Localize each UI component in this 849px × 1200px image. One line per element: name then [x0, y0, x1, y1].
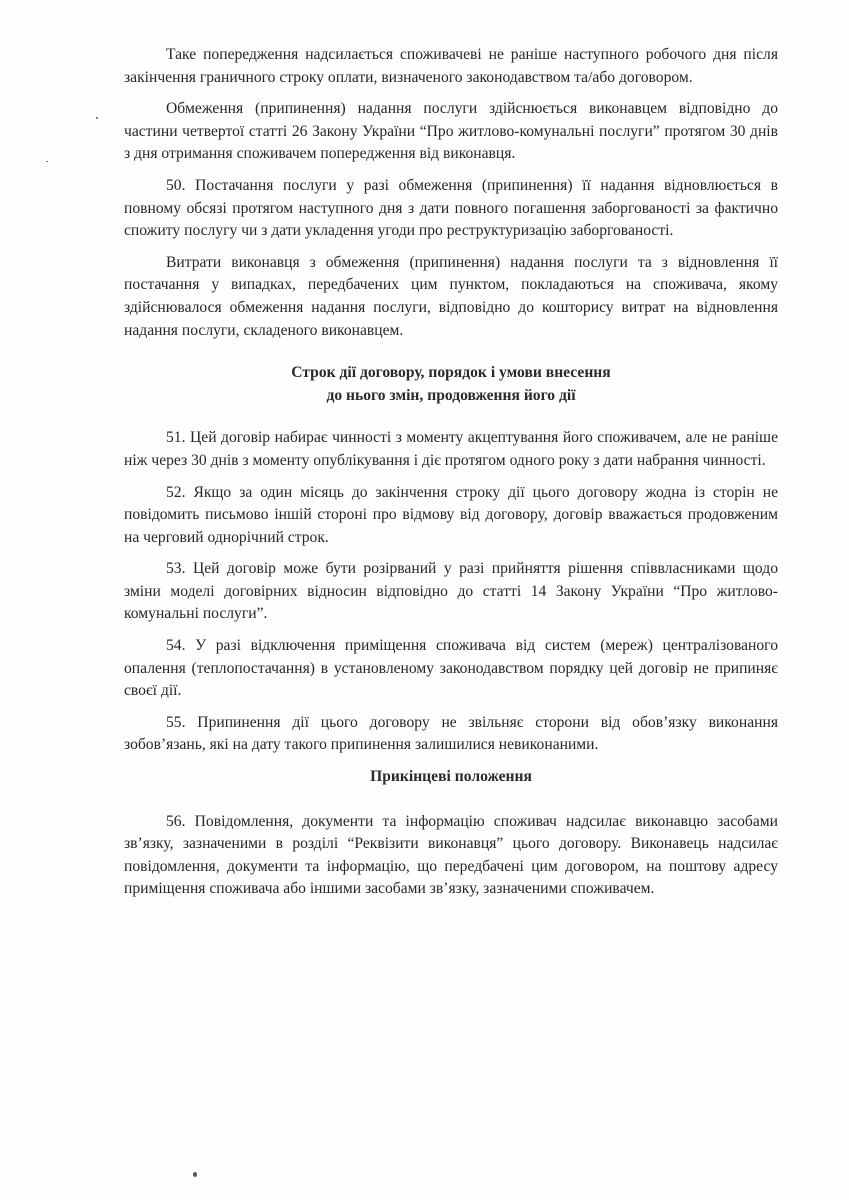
section-heading-line-1: Строк дії договору, порядок і умови внесення	[291, 364, 611, 382]
paragraph-54-disconnection: 54. У разі відключення приміщення споживача від систем (мереж) централізованого опалення (теплопостачання) в установленому законодавством порядку цей договір не припиняє своєї дії.	[124, 637, 778, 700]
scan-speck	[193, 1172, 197, 1177]
section-heading-contract-term	[124, 362, 778, 407]
paragraph-restriction-procedure: Обмеження (припинення) надання послуги здійснюється виконавцем відповідно до частини четвертої статті 26 Закону України “Про житлово-комунальні послуги” протягом 30 днів з дня отримання споживачем попередження від виконавця.	[124, 100, 778, 163]
section-heading-line-2: до нього змін, продовження його дії	[326, 386, 576, 404]
section-heading-final-provisions	[124, 766, 778, 789]
document-body	[124, 44, 778, 910]
paragraph-53-termination: 53. Цей договір може бути розірваний у разі прийняття рішення співвласниками щодо зміни моделі договірних відносин відповідно до статті 14 Закону України “Про житлово-комунальні послуги”.	[124, 560, 778, 623]
paragraph-warning-timing: Таке попередження надсилається споживачеві не раніше наступного робочого дня після закінчення граничного строку оплати, визначеного законодавством та/або договором.	[124, 46, 778, 86]
scan-speck	[96, 117, 98, 119]
paragraph-51-entry-into-force: 51. Цей договір набирає чинності з моменту акцептування його споживачем, але не раніше ніж через 30 днів з моменту опублікування і діє протягом одного року з дати набрання чинності.	[124, 429, 778, 469]
paragraph-restoration-costs: Витрати виконавця з обмеження (припинення) надання послуги та з відновлення її постачання у випадках, передбачених цим пунктом, покладаються на споживача, якому здійснювалося обмеження надання послуги, відповідно до кошторису витрат на відновлення надання послуги, складеного виконавцем.	[124, 253, 778, 339]
paragraph-55-obligations: 55. Припинення дії цього договору не звільняє сторони від обов’язку виконання зобов’язань, які на дату такого припинення залишилися невиконаними.	[124, 713, 778, 754]
paragraph-50-service-restoration: 50. Постачання послуги у разі обмеження (припинення) її надання відновлюється в повному обсязі протягом наступного дня з дати повного погашення заборгованості за фактично спожиту послугу чи з дати укладення угоди про реструктуризацію заборгованості.	[124, 176, 778, 240]
paragraph-52-extension: 52. Якщо за один місяць до закінчення строку дії цього договору жодна із сторін не повідомить письмово іншій стороні про відмову від договору, договір вважається продовженим на черговий однорічний строк.	[124, 483, 778, 546]
section-heading-final: Прикінцеві положення	[370, 768, 532, 786]
paragraph-56-notifications: 56. Повідомлення, документи та інформацію споживач надсилає виконавцю засобами зв’язку, зазначеними в розділі “Реквізити виконавця” цього договору. Виконавець надсилає повідомлення, документи та інформацію, що передбачені цим договором, на поштову адресу приміщення споживача або іншими засобами зв’язку, зазначеними споживачем.	[124, 812, 778, 898]
scan-speck	[46, 161, 48, 162]
